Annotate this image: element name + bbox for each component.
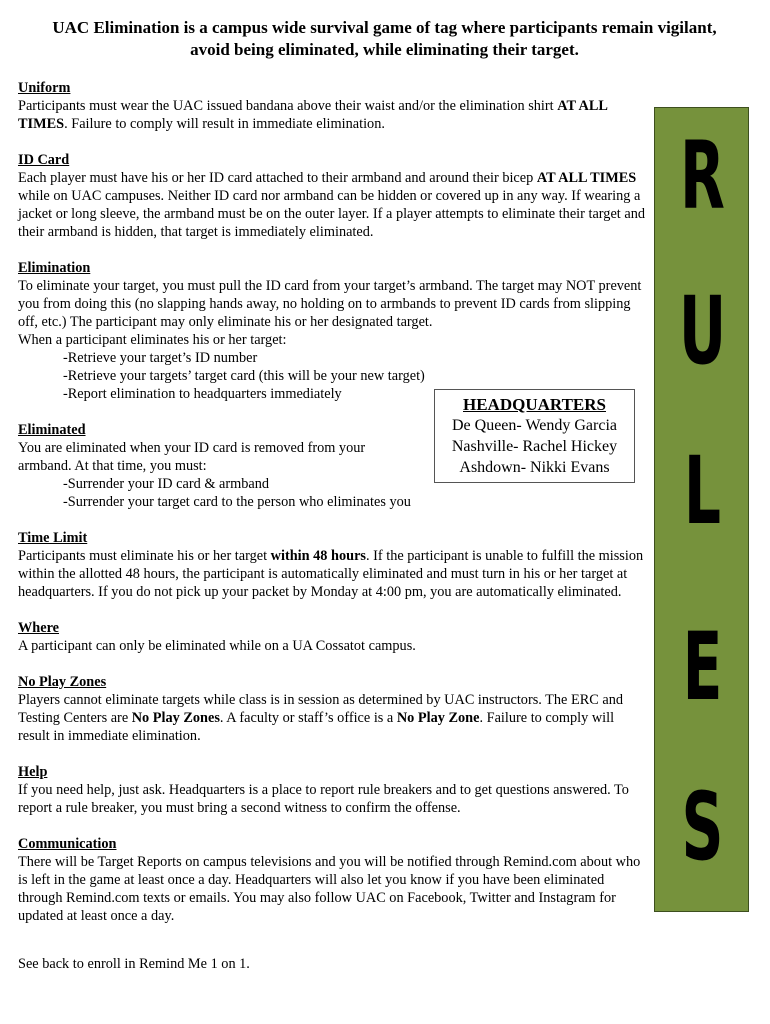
section-text-communication: There will be Target Reports on campus televisions and you will be notified through Remind.com about who is left in the game at least once a day. Headquarters will also let you know if you have been eliminated through Remind.com texts or emails. You may also follow UAC on Facebook, Twitter and Instagram for updated at least once a day.	[18, 854, 641, 924]
headquarters-title: HEADQUARTERS	[463, 395, 606, 414]
rules-body	[18, 79, 648, 943]
emphasis-text: AT ALL TIMES	[536, 170, 637, 186]
rules-letter-s: S	[681, 773, 724, 882]
text-run: Participants must eliminate his or her target	[18, 548, 271, 564]
text-run: . If the participant is unable to fulfill the mission within the allotted 48 hours, the participant is automatically eliminated and must turn in his or her target at headquarters. If you do not pick up your packet by Monday at 4:00 pm, you are automatically eliminated.	[18, 548, 644, 600]
rules-letter-l: L	[683, 437, 722, 546]
section-text-id-card	[18, 169, 648, 241]
section-title-uniform: Uniform	[18, 80, 71, 96]
text-run: . A faculty or staff’s office is a	[219, 710, 397, 726]
section-text-eliminated-2: armband. At that time, you must:	[18, 458, 207, 474]
document-title	[18, 17, 751, 61]
section-title-eliminated: Eliminated	[18, 422, 86, 438]
section-uniform	[18, 79, 648, 133]
text-run: while on UAC campuses. Neither ID card nor armband can be hidden or covered up in any way. If wearing a jacket or long sleeve, the armband must be on the outer layer. If a player attempts to eliminate their target and their armband is hidden, that target is immediately eliminated.	[18, 188, 645, 240]
section-title-id-card: ID Card	[18, 152, 70, 168]
emphasis-text: within 48 hours	[270, 548, 366, 564]
section-text-where: A participant can only be eliminated while on a UA Cossatot campus.	[18, 638, 416, 654]
list-item: -Retrieve your target’s ID number	[63, 350, 258, 366]
section-title-communication: Communication	[18, 836, 117, 852]
section-text-time-limit	[18, 547, 648, 601]
text-run: . Failure to comply will result in immediate elimination.	[64, 116, 385, 132]
section-text-elimination-2: When a participant eliminates his or her target:	[18, 332, 287, 348]
section-title-where: Where	[18, 620, 60, 636]
title-line-1: UAC Elimination is a campus wide survival game of tag where participants remain vigilant,	[52, 18, 717, 37]
emphasis-text: No Play Zone	[396, 710, 480, 726]
emphasis-text: AT ALL TIMES	[18, 98, 608, 132]
section-where	[18, 619, 648, 655]
rules-letter-u: U	[678, 277, 727, 386]
rules-letter-r: R	[680, 122, 725, 231]
section-communication	[18, 835, 648, 925]
footer-note: See back to enroll in Remind Me 1 on 1.	[18, 956, 250, 972]
headquarters-contact: De Queen- Wendy Garcia	[451, 417, 617, 434]
headquarters-contact: Nashville- Rachel Hickey	[451, 438, 618, 455]
list-item: -Surrender your ID card & armband	[63, 476, 270, 492]
section-title-no-play-zones: No Play Zones	[18, 674, 107, 690]
headquarters-box	[434, 389, 635, 483]
section-time-limit	[18, 529, 648, 601]
text-run: . Failure to comply will result in immediate elimination.	[18, 710, 615, 744]
section-text-elimination: To eliminate your target, you must pull the ID card from your target’s armband. The target may NOT prevent you from doing this (no slapping hands away, no holding on to armbands to prevent ID cards from slipping off, etc.) The participant may only eliminate his or her designated target.	[18, 278, 642, 330]
section-title-elimination: Elimination	[18, 260, 91, 276]
rules-letter-e: E	[682, 613, 723, 722]
section-no-play-zones	[18, 673, 648, 745]
text-run: Players cannot eliminate targets while class is in session as determined by UAC instructors. The ERC and Testing Centers are	[18, 692, 623, 726]
section-elimination	[18, 259, 648, 403]
section-text-no-play-zones	[18, 691, 648, 745]
emphasis-text: No Play Zones	[131, 710, 220, 726]
section-title-help: Help	[18, 764, 48, 780]
headquarters-contact: Ashdown- Nikki Evans	[459, 459, 610, 476]
section-id-card	[18, 151, 648, 241]
section-help	[18, 763, 648, 817]
list-item: -Report elimination to headquarters immediately	[63, 386, 342, 402]
title-line-2: avoid being eliminated, while eliminating their target.	[190, 40, 579, 59]
section-text-uniform	[18, 97, 648, 133]
rules-sidebar	[654, 107, 749, 912]
section-title-time-limit: Time Limit	[18, 530, 88, 546]
section-text-help: If you need help, just ask. Headquarters is a place to report rule breakers and to get questions answered. To report a rule breaker, you must bring a second witness to confirm the offense.	[18, 782, 629, 816]
text-run: Participants must wear the UAC issued bandana above their waist and/or the elimination shirt	[18, 98, 558, 114]
section-text-eliminated: You are eliminated when your ID card is removed from your	[18, 440, 366, 456]
list-item: -Retrieve your targets’ target card (this will be your new target)	[63, 368, 425, 384]
text-run: Each player must have his or her ID card attached to their armband and around their bicep	[18, 170, 537, 186]
list-item: -Surrender your target card to the person who eliminates you	[63, 494, 411, 510]
